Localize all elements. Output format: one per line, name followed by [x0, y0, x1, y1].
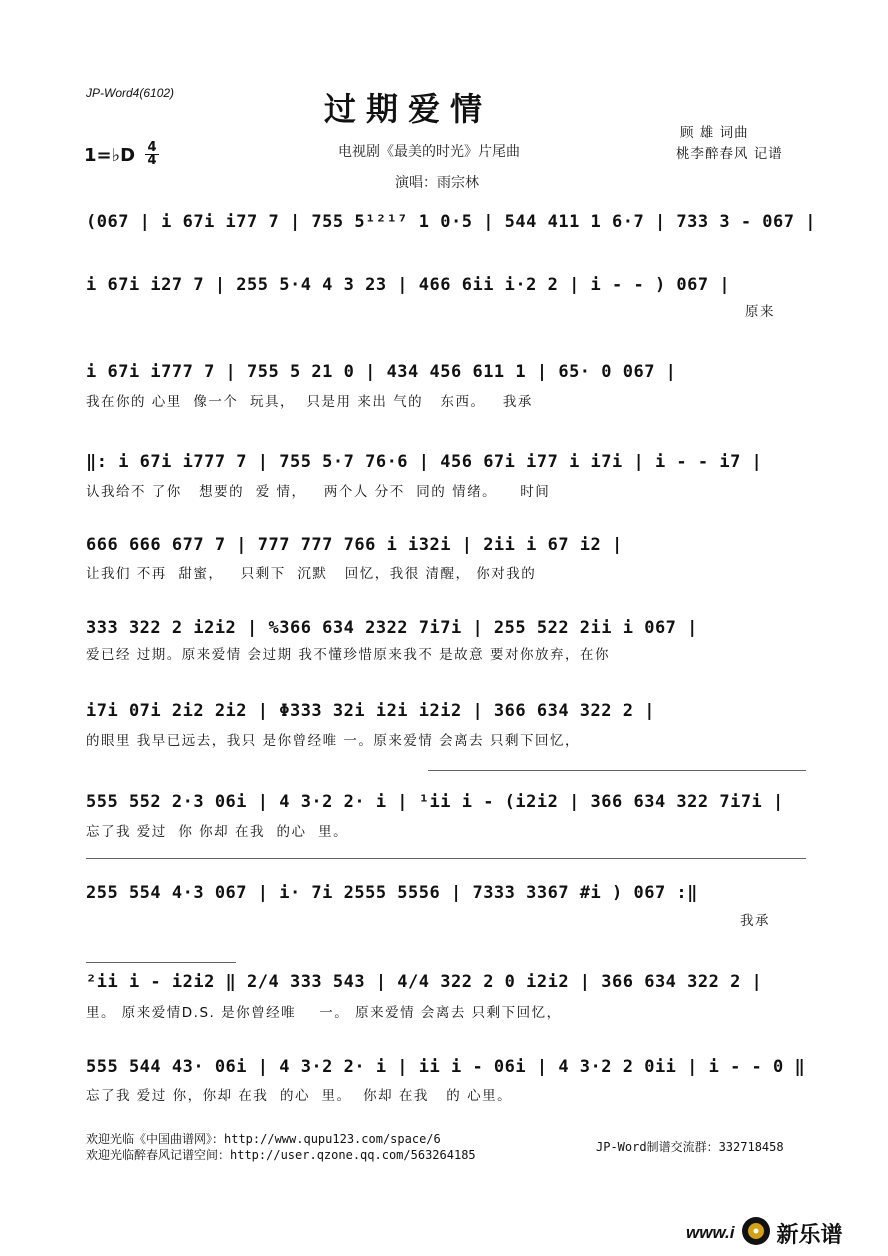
volta-2-bracket — [86, 962, 236, 963]
score-row-8-notes: 555 552 2·3 06i | 4 3·2 2· i | ¹ii i - (i2i2 | 366 634 322 7i7i | — [86, 792, 784, 812]
score-row-5-notes: 666 666 677 7 | 777 777 766 i i32i | 2ii i 67 i2 | — [86, 535, 623, 555]
score-row-2-lyrics: 原来 — [745, 304, 775, 320]
site-logo — [686, 1216, 843, 1250]
score-row-4-notes: ‖: i 67i i777 7 | 755 5·7 76·6 | 456 67i i77 i i7i | i - - i7 | — [86, 452, 763, 472]
score-row-3-notes: i 67i i777 7 | 755 5 21 0 | 434 456 611 1 | 65· 0 067 | — [86, 362, 677, 382]
logo-url: www.i — [686, 1223, 735, 1242]
key-signature: 1=♭D — [84, 145, 136, 166]
credit-lyricist-composer: 顾 雄 词曲 — [680, 125, 749, 141]
score-row-11-notes: 555 544 43· 06i | 4 3·2 2· i | ii i - 06i | 4 3·2 2 0ii | i - - 0 ‖ — [86, 1057, 806, 1077]
footer-link-qupu: 欢迎光临《中国曲谱网》：http://www.qupu123.com/space/6 — [86, 1132, 441, 1146]
score-row-11-lyrics: 忘了我 爱过 你，你却 在我 的心 里。 你却 在我 的 心里。 — [86, 1088, 513, 1104]
credit-transcriber: 桃李醉春风 记谱 — [676, 146, 783, 162]
song-subtitle: 电视剧《最美的时光》片尾曲 — [338, 144, 520, 160]
score-row-7-lyrics: 的眼里 我早已远去，我只 是你曾经唯 一。原来爱情 会离去 只剩下回忆， — [86, 733, 580, 749]
score-row-3-lyrics: 我在你的 心里 像一个 玩具， 只是用 来出 气的 东西。 我承 — [86, 394, 533, 410]
score-row-9-lyrics: 我承 — [740, 913, 770, 929]
song-title: 过期爱情 — [324, 90, 493, 128]
time-signature-top: 4 — [147, 140, 157, 155]
volta-1-bracket — [428, 770, 806, 771]
footer-qq-group: JP-Word制谱交流群：332718458 — [596, 1140, 784, 1154]
performer: 演唱：雨宗林 — [395, 175, 479, 191]
score-row-5-lyrics: 让我们 不再 甜蜜， 只剩下 沉默 回忆，我很 清醒， 你对我的 — [86, 566, 537, 582]
score-row-1-notes: (067 | i 67i i77 7 | 755 5¹²¹⁷ 1 0·5 | 544 411 1 6·7 | 733 3 - 067 | — [86, 212, 816, 232]
score-row-9-notes: 255 554 4·3 067 | i· 7i 2555 5556 | 7333 3367 #i ) 067 :‖ — [86, 883, 698, 903]
score-row-2-notes: i 67i i27 7 | 255 5·4 4 3 23 | 466 6ii i·2 2 | i - - ) 067 | — [86, 275, 731, 295]
record-disc-icon — [741, 1216, 771, 1250]
score-row-6-notes: 333 322 2 i2i2 | %366 634 2322 7i7i | 255 522 2ii i 067 | — [86, 618, 698, 638]
logo-name: 新乐谱 — [776, 1222, 843, 1248]
time-signature — [145, 142, 159, 167]
volta-1-continuation — [86, 858, 806, 859]
score-row-10-lyrics: 里。 原来爱情D.S. 是你曾经唯 一。 原来爱情 会离去 只剩下回忆， — [86, 1005, 562, 1021]
score-row-4-lyrics: 认我给不 了你 想要的 爱 情， 两个人 分不 同的 情绪。 时间 — [86, 484, 551, 500]
time-signature-bottom: 4 — [145, 154, 159, 167]
score-row-6-lyrics: 爱已经 过期。原来爱情 会过期 我不懂珍惜原来我不 是故意 要对你放弃，在你 — [86, 647, 610, 663]
score-row-7-notes: i7i 07i 2i2 2i2 | Φ333 32i i2i i2i2 | 366 634 322 2 | — [86, 701, 655, 721]
score-row-8-lyrics: 忘了我 爱过 你 你却 在我 的心 里。 — [86, 824, 349, 840]
footer-link-qzone: 欢迎光临醉春风记谱空间：http://user.qzone.qq.com/563264185 — [86, 1148, 476, 1162]
score-row-10-notes: ²ii i - i2i2 ‖ 2/4 333 543 | 4/4 322 2 0 i2i2 | 366 634 322 2 | — [86, 972, 763, 992]
software-label: JP-Word4(6102) — [86, 86, 175, 100]
